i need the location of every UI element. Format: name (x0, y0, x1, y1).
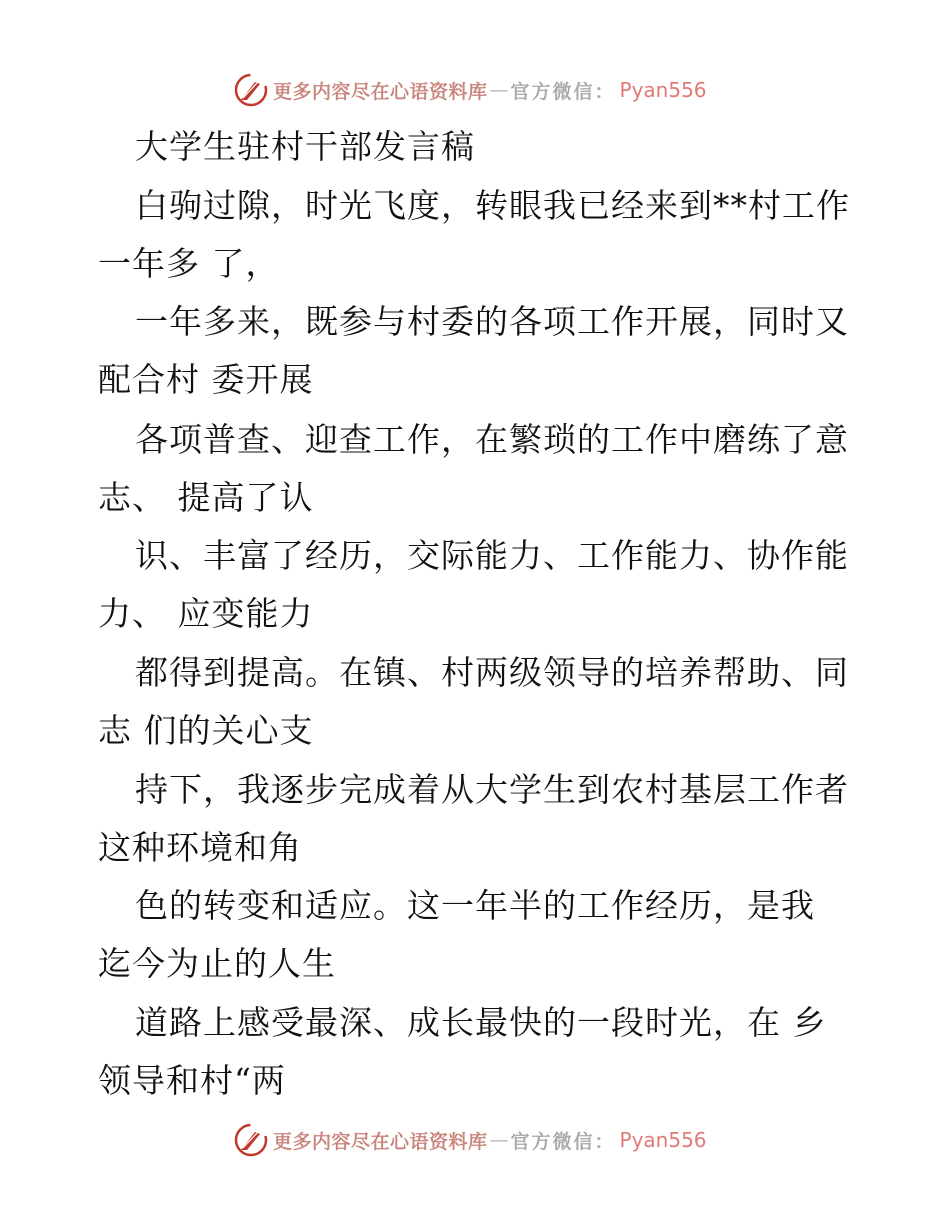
body-line-8: 力、 应变能力 (98, 594, 314, 633)
header-dash: — (489, 79, 509, 101)
footer-wechat-id: Pyan556 (619, 1128, 707, 1152)
body-line-2: 一年多 了， (98, 244, 280, 283)
body-line-9: 都得到提高。在镇、村两级领导的培养帮助、同 (135, 653, 849, 692)
body-line-4: 配合村 委开展 (98, 360, 314, 399)
body-line-11: 持下，我逐步完成着从大学生到农村基层工作者 (135, 770, 849, 809)
header-banner (233, 70, 707, 110)
footer-brand-text: 更多内容尽在心语资料库 (273, 1130, 488, 1153)
body-line-10: 志 们的关心支 (98, 711, 314, 750)
body-line-14: 迄今为止的人生 (98, 944, 336, 983)
body-line-3: 一年多来，既参与村委的各项工作开展，同时又 (135, 302, 849, 341)
body-line-1: 白驹过隙，时光飞度，转眼我已经来到**村工作 (135, 186, 850, 225)
quill-pen-logo-icon (233, 72, 269, 108)
header-wechat-id: Pyan556 (619, 78, 707, 102)
body-line-15: 道路上感受最深、成长最快的一段时光，在 乡 (135, 1003, 827, 1042)
body-line-12: 这种环境和角 (98, 828, 302, 867)
header-official-label: 官方微信： (510, 80, 616, 103)
header-brand-text: 更多内容尽在心语资料库 (273, 80, 488, 103)
body-line-13: 色的转变和适应。这一年半的工作经历，是我 (135, 886, 815, 925)
body-line-6: 志、 提高了认 (98, 478, 314, 517)
footer-banner (233, 1120, 707, 1160)
body-line-5: 各项普查、迎查工作，在繁琐的工作中磨练了意 (135, 420, 849, 459)
body-line-7: 识、丰富了经历，交际能力、工作能力、协作能 (135, 536, 849, 575)
document-title: 大学生驻村干部发言稿 (135, 127, 475, 166)
footer-dash: — (489, 1129, 509, 1151)
footer-official-label: 官方微信： (510, 1130, 616, 1153)
quill-pen-logo-icon (233, 1122, 269, 1158)
body-line-16: 领导和村“两 (98, 1061, 286, 1100)
